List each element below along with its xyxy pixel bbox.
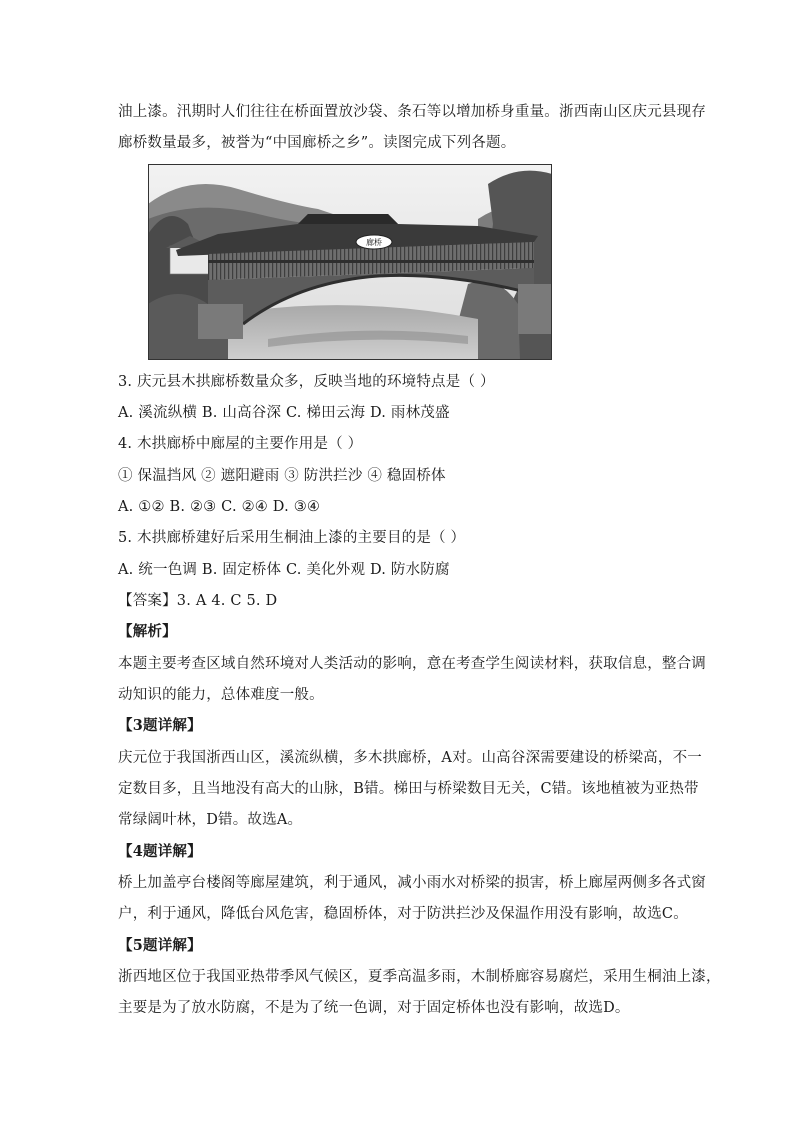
detail-3-line-2: 定数目多，且当地没有高大的山脉，B错。梯田与桥梁数目无关，C错。该地植被为亚热带 [118,781,699,797]
question-5-options: A. 统一色调 B. 固定桥体 C. 美化外观 D. 防水防腐 [118,562,450,578]
detail-3-line-3: 常绿阔叶林，D错。故选A。 [118,812,303,828]
covered-bridge-photo [148,164,552,360]
detail-4-heading: 【4题详解】 [118,843,202,860]
detail-5-line-2: 主要是为了放水防腐，不是为了统一色调，对于固定桥体也没有影响，故选D。 [118,1000,630,1016]
analysis-line-1: 本题主要考查区域自然环境对人类活动的影响，意在考查学生阅读材料，获取信息，整合调 [118,656,706,672]
answer-line: 【答案】3. A 4. C 5. D [118,593,278,609]
detail-4-line-2: 户，利于通风，降低台风危害，稳固桥体，对于防洪拦沙及保温作用没有影响，故选C。 [118,906,688,922]
detail-4-line-1: 桥上加盖亭台楼阁等廊屋建筑，利于通风，减小雨水对桥梁的损害，桥上廊屋两侧多各式窗 [118,875,706,891]
intro-line-2: 廊桥数量最多，被誉为“中国廊桥之乡”。读图完成下列各题。 [118,135,516,151]
detail-3-line-1: 庆元位于我国浙西山区，溪流纵横，多木拱廊桥，A对。山高谷深需要建设的桥梁高，不一 [118,750,702,766]
question-4-options: A. ①② B. ②③ C. ②④ D. ③④ [118,499,321,515]
question-3-options: A. 溪流纵横 B. 山高谷深 C. 梯田云海 D. 雨林茂盛 [118,405,450,421]
covered-bridge-illustration [148,164,552,360]
bridge-sign-text: 廊桥 [366,238,382,247]
question-4-items: ① 保温挡风 ② 遮阳避雨 ③ 防洪拦沙 ④ 稳固桥体 [118,468,446,484]
detail-5-heading: 【5题详解】 [118,937,202,954]
question-4-stem: 4. 木拱廊桥中廊屋的主要作用是（ ） [118,436,363,452]
analysis-heading: 【解析】 [118,623,177,640]
question-5-stem: 5. 木拱廊桥建好后采用生桐油上漆的主要目的是（ ） [118,530,466,546]
analysis-line-2: 动知识的能力，总体难度一般。 [118,687,324,703]
detail-5-line-1: 浙西地区位于我国亚热带季风气候区，夏季高温多雨，木制桥廊容易腐烂，采用生桐油上漆， [118,969,721,985]
question-3-stem: 3. 庆元县木拱廊桥数量众多，反映当地的环境特点是（ ） [118,374,495,390]
detail-3-heading: 【3题详解】 [118,717,202,734]
intro-line-1: 油上漆。汛期时人们往往在桥面置放沙袋、条石等以增加桥身重量。浙西南山区庆元县现存 [118,104,706,120]
